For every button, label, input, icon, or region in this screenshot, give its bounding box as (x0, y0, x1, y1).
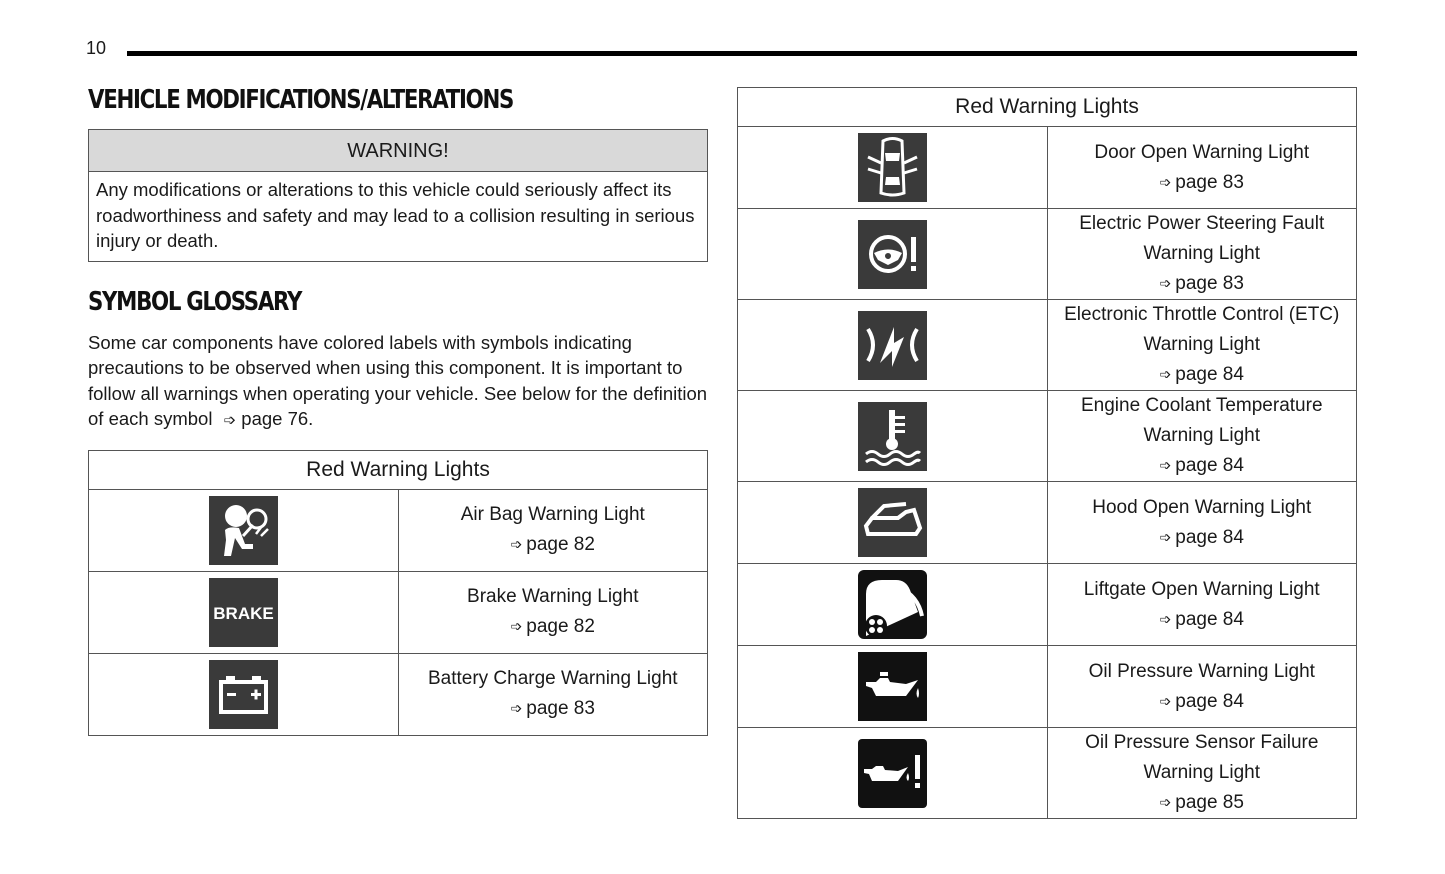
description-cell (1047, 300, 1357, 391)
steering-fault-icon (858, 220, 927, 289)
description-cell (398, 489, 708, 571)
warning-text: Any modifications or alterations to this vehicle could seriously affect its roadworthiness and safety and may lead to a collision resulting in serious injury or death. (96, 179, 695, 251)
left-column (88, 80, 708, 736)
brake-icon-text: BRAKE (213, 603, 274, 623)
warning-light-name: Electronic Throttle Control (ETC) Warning Light (1064, 304, 1340, 355)
page-ref-text[interactable]: page 82 (526, 616, 595, 637)
airbag-icon (209, 496, 278, 565)
description-cell (398, 571, 708, 653)
page-ref-arrow-icon: ➩ (510, 536, 523, 552)
glossary-intro (88, 330, 708, 434)
warning-box (88, 129, 708, 262)
warning-light-name: Oil Pressure Warning Light (1088, 660, 1315, 682)
warning-light-name: Electric Power Steering Fault Warning Light (1079, 213, 1325, 264)
left-warning-table (88, 450, 708, 736)
glossary-intro-ref[interactable]: page 76. (241, 408, 314, 429)
page-reference[interactable] (399, 694, 708, 724)
warning-row (738, 127, 1357, 209)
right-warning-table (737, 87, 1357, 819)
page-reference[interactable] (1048, 788, 1357, 818)
page-reference[interactable] (1048, 360, 1357, 390)
right-table-header: Red Warning Lights (738, 88, 1357, 127)
page-reference[interactable] (1048, 168, 1357, 198)
page-ref-arrow-icon: ➩ (1159, 457, 1172, 473)
warning-row (89, 571, 708, 653)
top-rule (127, 51, 1357, 56)
icon-cell (89, 571, 399, 653)
page-ref-text[interactable]: page 84 (1175, 690, 1244, 712)
page-ref-arrow-icon: ➩ (510, 700, 523, 716)
description-cell (1047, 209, 1357, 300)
warning-light-name: Engine Coolant Temperature Warning Light (1080, 395, 1323, 446)
coolant-temperature-icon (858, 402, 927, 471)
brake-icon (209, 578, 278, 647)
icon-cell (738, 728, 1048, 819)
battery-icon (209, 660, 278, 729)
description-cell (1047, 646, 1357, 728)
warning-light-name: Brake Warning Light (467, 586, 639, 607)
icon-cell (738, 482, 1048, 564)
glossary-intro-text: Some car components have colored labels with symbols indicating precautions to be observed when using this component. It is important to follow all warnings when operating your vehicle. See below for the definition of each symbol (88, 331, 708, 429)
warning-light-name: Air Bag Warning Light (460, 504, 645, 525)
page-ref-text[interactable]: page 85 (1175, 792, 1244, 813)
icon-cell (738, 127, 1048, 209)
warning-row (738, 482, 1357, 564)
warning-heading: WARNING! (89, 130, 707, 172)
oil-pressure-icon (858, 652, 927, 721)
warning-light-name: Battery Charge Warning Light (427, 668, 678, 689)
glossary-title: SYMBOL GLOSSARY (88, 286, 302, 317)
description-cell (1047, 482, 1357, 564)
modifications-title: VEHICLE MODIFICATIONS/ALTERATIONS (88, 85, 514, 115)
icon-cell (89, 489, 399, 571)
icon-cell (89, 653, 399, 735)
warning-row (89, 489, 708, 571)
description-cell (1047, 728, 1357, 819)
page-reference[interactable] (1048, 523, 1357, 553)
warning-row (89, 653, 708, 735)
description-cell (1047, 127, 1357, 209)
page-ref-arrow-icon: ➩ (1159, 528, 1172, 545)
warning-light-name: Liftgate Open Warning Light (1083, 578, 1320, 600)
liftgate-open-icon (858, 570, 927, 639)
page-ref-arrow-icon: ➩ (1159, 173, 1172, 190)
page-ref-text[interactable]: page 83 (1175, 171, 1244, 193)
icon-cell (738, 646, 1048, 728)
warning-row (738, 564, 1357, 646)
page-ref-arrow-icon: ➩ (1159, 366, 1172, 382)
description-cell (398, 653, 708, 735)
throttle-control-icon (858, 311, 927, 380)
page-ref-arrow-icon: ➩ (1159, 610, 1172, 627)
warning-light-name: Hood Open Warning Light (1092, 496, 1312, 518)
right-column (737, 87, 1357, 819)
page-number: 10 (86, 38, 107, 58)
page-ref-arrow-icon: ➩ (1159, 275, 1172, 291)
page-reference[interactable] (399, 612, 708, 642)
description-cell (1047, 391, 1357, 482)
page-reference[interactable] (1048, 269, 1357, 299)
warning-light-name: Door Open Warning Light (1094, 141, 1310, 163)
warning-row (738, 209, 1357, 300)
page-ref-text[interactable]: page 83 (526, 698, 595, 719)
page-reference[interactable] (1048, 605, 1357, 635)
page-ref-arrow-icon: ➩ (1159, 692, 1172, 709)
page-ref-text[interactable]: page 84 (1175, 364, 1244, 385)
icon-cell (738, 300, 1048, 391)
page-ref-arrow-icon: ➩ (510, 618, 523, 634)
warning-row (738, 646, 1357, 728)
oil-sensor-failure-icon (858, 739, 927, 808)
warning-row (738, 391, 1357, 482)
page-ref-text[interactable]: page 82 (526, 534, 595, 555)
page-ref-text[interactable]: page 84 (1175, 455, 1244, 476)
page-ref-text[interactable]: page 84 (1175, 526, 1244, 548)
page-reference[interactable] (1048, 451, 1357, 481)
left-table-header: Red Warning Lights (89, 450, 708, 489)
icon-cell (738, 564, 1048, 646)
page-reference[interactable] (1048, 687, 1357, 717)
page-ref-text[interactable]: page 83 (1175, 273, 1244, 294)
icon-cell (738, 391, 1048, 482)
warning-row (738, 728, 1357, 819)
hood-open-icon (858, 488, 927, 557)
page-ref-text[interactable]: page 84 (1175, 608, 1244, 630)
warning-light-name: Oil Pressure Sensor Failure Warning Light (1085, 732, 1319, 783)
page-ref-arrow-icon: ➩ (1159, 794, 1172, 810)
icon-cell (738, 209, 1048, 300)
page-ref-arrow-icon: ➩ (223, 412, 237, 429)
warning-row (738, 300, 1357, 391)
description-cell (1047, 564, 1357, 646)
door-open-icon (858, 133, 927, 202)
page-reference[interactable] (399, 530, 708, 560)
